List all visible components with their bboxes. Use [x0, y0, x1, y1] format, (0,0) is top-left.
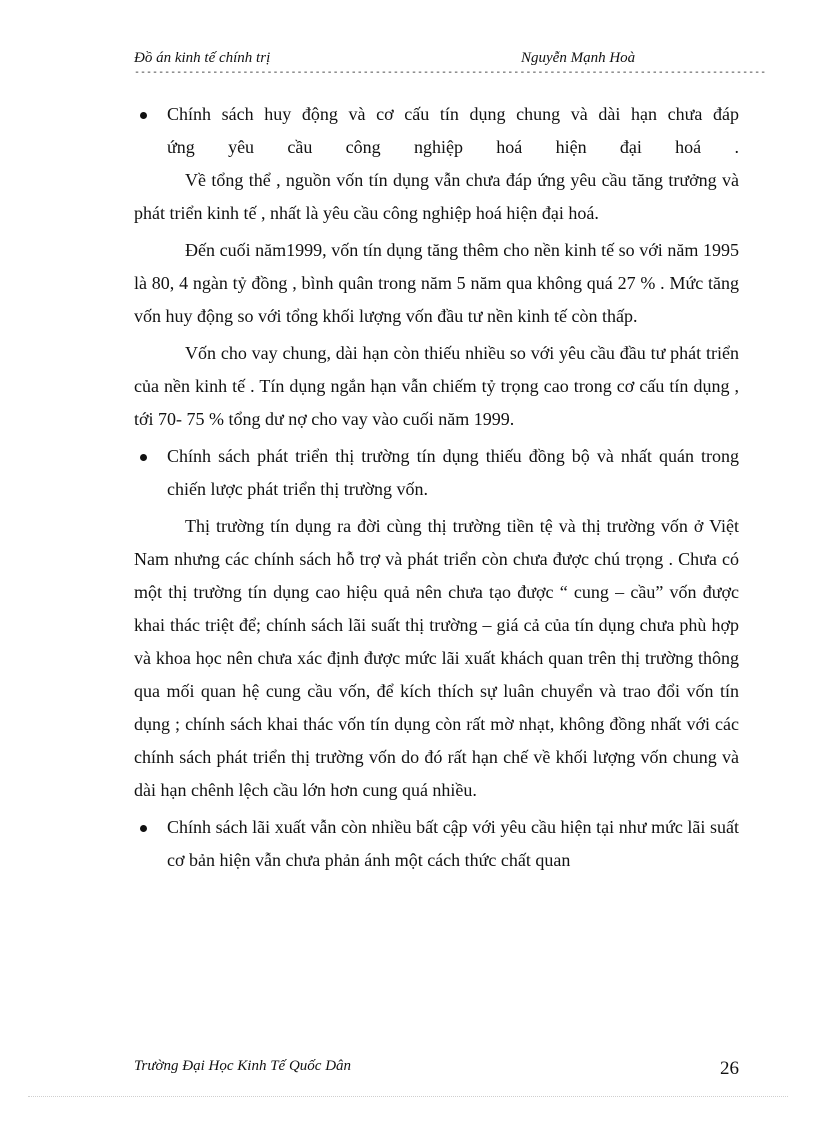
bullet-item-1 [134, 98, 739, 164]
bullet-dot-icon [140, 825, 147, 832]
footer-dotted-divider [28, 1096, 788, 1097]
header-left-title: Đồ án kinh tế chính trị [134, 50, 271, 66]
header-dashed-rule: --------------------------------------------------------------------------------------------------------- [134, 67, 767, 78]
bullet-item-2 [134, 440, 739, 506]
header-author: Nguyễn Mạnh Hoà [521, 50, 636, 66]
paragraph-4: Thị trường tín dụng ra đời cùng thị trường tiền tệ và thị trường vốn ở Việt Nam nhưng các chính sách hỗ trợ và phát triển còn chưa được chú trọng . Chưa có một thị trường tín dụng cao hiệu quả nên chưa tạo được “ cung – cầu” vốn được khai thác triệt để; chính sách lãi suất thị trường – giá cả của tín dụng chưa phù hợp và khoa học nên chưa xác định được mức lãi xuất khách quan trên thị trường thông qua mối quan hệ cung cầu vốn, để kích thích sự luân chuyển và trao đổi vốn tín dụng ; chính sách khai thác vốn tín dụng còn rất mờ nhạt, không đồng nhất với các chính sách phát triển thị trường vốn do đó rất hạn chế về khối lượng vốn chung và dài hạn chênh lệch cầu lớn hơn cung quá nhiều. [134, 516, 739, 800]
footer-university: Trường Đại Học Kinh Tế Quốc Dân [134, 1058, 352, 1074]
bullet-dot-icon [140, 454, 147, 461]
page-number: 26 [720, 1058, 739, 1079]
paragraph-2: Đến cuối năm1999, vốn tín dụng tăng thêm cho nền kinh tế so với năm 1995 là 80, 4 ngàn tỷ đồng , bình quân trong năm 5 năm qua không quá 27 % . Mức tăng vốn huy động so với tổng khối lượng vốn đầu tư nền kinh tế còn thấp. [134, 240, 739, 326]
page-body [134, 98, 739, 877]
bullet-item-3 [134, 811, 739, 877]
bullet-dot-icon [140, 112, 147, 119]
bullet-2-text: Chính sách phát triển thị trường tín dụng thiếu đồng bộ và nhất quán trong chiến lược phát triển thị trường vốn. [167, 446, 739, 499]
paragraph-3: Vốn cho vay chung, dài hạn còn thiếu nhiều so với yêu cầu đầu tư phát triển của nền kinh tế . Tín dụng ngắn hạn vẫn chiếm tỷ trọng cao trong cơ cấu tín dụng , tới 70- 75 % tổng dư nợ cho vay vào cuối năm 1999. [134, 343, 739, 429]
bullet-1-line-2: ứng yêu cầu công nghiệp hoá hiện đại hoá . [167, 137, 739, 157]
paragraph-1: Về tổng thể , nguồn vốn tín dụng vẫn chưa đáp ứng yêu cầu tăng trưởng và phát triển kinh tế , nhất là yêu cầu công nghiệp hoá hiện đại hoá. [134, 170, 739, 223]
bullet-1-line-1: Chính sách huy động và cơ cấu tín dụng chung và dài hạn chưa đáp [167, 104, 739, 124]
bullet-3-text: Chính sách lãi xuất vẫn còn nhiều bất cập với yêu cầu hiện tại như mức lãi suất cơ bản hiện vẫn chưa phản ánh một cách thức chất quan [167, 817, 739, 870]
